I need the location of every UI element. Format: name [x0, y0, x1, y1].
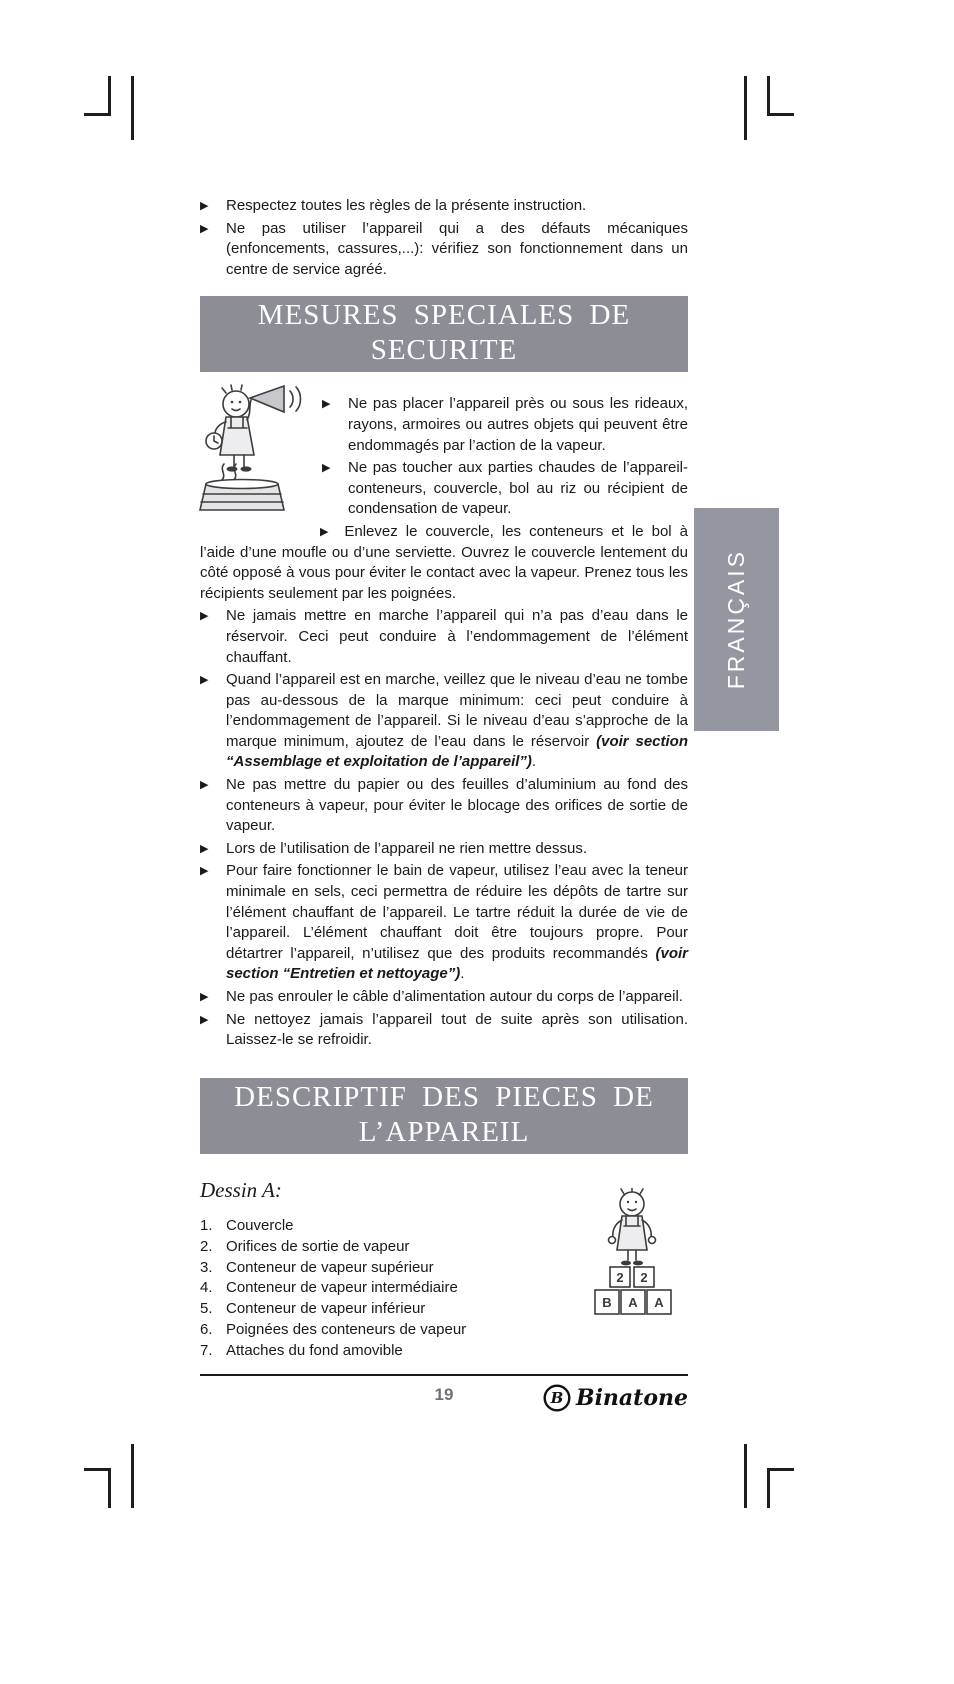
crop-mark: [767, 1468, 794, 1471]
bullet-text: Ne jamais mettre en marche l’appareil qui n’a pas d’eau dans le réservoir. Ceci peut conduire à l’endommagement de l’élément chauffant.: [226, 607, 688, 666]
banner-title-line: DESCRIPTIF DES PIECES DE: [234, 1081, 654, 1113]
bullet-arrow-icon: ▶: [322, 461, 331, 475]
crop-mark: [744, 76, 747, 140]
bullet-text-bold: (voir section “Entretien et nettoyage”): [226, 944, 688, 983]
bullet-text: Respectez toutes les règles de la présente instruction.: [226, 197, 587, 214]
bullet-text: Ne pas mettre du papier ou des feuilles d’aluminium au fond des conteneurs à vapeur, pour éviter le blocage des orifices de sortie de vapeur.: [226, 776, 688, 835]
intro-bullet: [200, 219, 688, 281]
drawing-label: Dessin A:: [200, 1178, 282, 1202]
block-letter: B: [602, 1295, 612, 1310]
safety-bullet: [200, 606, 688, 668]
bullet-text: Enlevez le couvercle, les conteneurs et le bol à l’aide d’une moufle ou d’une serviette. Ouvrez le couvercle lentement du côté opposé à vous pour éviter le contact avec la vapeur. Prenez tous les récipients seulement par les poignées.: [200, 522, 688, 602]
block-letter: A: [628, 1295, 638, 1310]
bullets-beside-illustration: [322, 394, 688, 520]
bullet-arrow-icon: ▶: [200, 609, 209, 623]
bullet-text: .: [531, 753, 537, 771]
part-number: 1.: [200, 1217, 213, 1234]
page-footer: [200, 1374, 688, 1421]
bullet-text: Pour faire fonctionner le bain de vapeur, utilisez l’eau avec la teneur minimale en sels, ceci permettra de réduire les dépôts de tartre sur l’élément chauffant de l’appareil. Le tartre réduit la durée de vie de l’appareil. L’élément chauffant doit être toujours propre. Pour détartrer l’appareil, n’utilisez que des produits recommandés: [226, 862, 688, 962]
part-label: Conteneur de vapeur intermédiaire: [226, 1279, 458, 1297]
part-number: 5.: [200, 1300, 213, 1318]
banner-title-line: L’APPAREIL: [358, 1116, 530, 1148]
section-banner-parts: [200, 1078, 688, 1154]
main-column: [200, 196, 688, 1053]
crop-mark: [108, 76, 111, 116]
block-letter: A: [654, 1295, 664, 1310]
part-label: Attaches du fond amovible: [226, 1341, 403, 1359]
page-number: 19: [434, 1385, 454, 1404]
bullet-arrow-icon: ▶: [200, 673, 209, 687]
bullet-arrow-icon: ▶: [200, 221, 209, 235]
intro-bullet: [200, 196, 688, 217]
banner-title-line: SECURITE: [370, 334, 518, 367]
footer-row: [200, 1385, 688, 1421]
part-label: Orifices de sortie de vapeur: [226, 1237, 410, 1255]
binatone-logo-icon: [542, 1383, 572, 1413]
part-item: [200, 1341, 688, 1362]
bullet-arrow-icon: ▶: [200, 1012, 209, 1026]
part-number: 3.: [200, 1258, 213, 1276]
bullet-text: Ne pas toucher aux parties chaudes de l’appareil-conteneurs, couvercle, bol au riz ou récipient de condensation de vapeur.: [348, 459, 688, 518]
bullet-text: Quand l’appareil est en marche, veillez que le niveau d’eau ne tombe pas au-dessous de la marque minimum: ceci peut conduire à l’endommagement de l’appareil. Si le niveau d’eau s’approche de la marque minimum, ajoutez de l’eau dans le réservoir: [226, 671, 688, 750]
block-letter: 2: [616, 1270, 624, 1285]
safety-bullet: [322, 394, 688, 456]
bullet-text: Ne nettoyez jamais l’appareil tout de suite après son utilisation. Laissez-le se refroidir.: [226, 1010, 688, 1049]
part-number: 4.: [200, 1279, 213, 1297]
safety-bullet: [200, 839, 688, 860]
bullet-text: Ne pas enrouler le câble d’alimentation autour du corps de l’appareil.: [226, 988, 683, 1005]
part-label: Conteneur de vapeur supérieur: [226, 1258, 434, 1276]
crop-mark: [767, 76, 770, 116]
security-bullets: [200, 394, 688, 1050]
language-tab-label: FRANÇAIS: [723, 549, 749, 690]
parts-section: [200, 1078, 688, 1362]
crop-mark: [84, 1468, 111, 1471]
part-number: 7.: [200, 1341, 213, 1359]
crop-mark: [108, 1468, 111, 1508]
bullet-arrow-icon: ▶: [200, 841, 209, 855]
safety-bullet: [322, 458, 688, 520]
crop-mark: [84, 113, 111, 116]
bullet-arrow-icon: ▶: [320, 524, 333, 538]
banner-title-line: MESURES SPECIALES DE: [257, 299, 631, 332]
intro-bullets: [200, 196, 688, 280]
crop-mark: [131, 76, 134, 140]
illustration-lines: [595, 1188, 671, 1314]
safety-bullet: [200, 987, 688, 1008]
crop-mark: [767, 113, 794, 116]
safety-bullet: [200, 522, 688, 604]
part-label: Poignées des conteneurs de vapeur: [226, 1320, 467, 1338]
bullet-arrow-icon: ▶: [322, 397, 331, 411]
safety-bullet: [200, 775, 688, 837]
language-tab-francais: [694, 508, 779, 731]
crop-mark: [767, 1468, 770, 1508]
crop-mark: [744, 1444, 747, 1508]
bullet-text-bold: (voir section “Assemblage et exploitation de l’appareil”): [226, 732, 688, 771]
part-number: 6.: [200, 1320, 213, 1338]
part-label: Couvercle: [226, 1217, 294, 1234]
safety-bullet: [200, 670, 688, 773]
figure-on-blocks-illustration: [580, 1188, 686, 1340]
bullet-arrow-icon: ▶: [200, 199, 209, 212]
block-letter: 2: [640, 1270, 648, 1285]
logo-monogram: B: [550, 1389, 564, 1407]
crop-mark: [131, 1444, 134, 1508]
safety-bullet: [200, 861, 688, 985]
part-label: Conteneur de vapeur inférieur: [226, 1300, 426, 1318]
bullet-arrow-icon: ▶: [200, 778, 209, 792]
bullet-text: Ne pas placer l’appareil près ou sous les rideaux, rayons, armoires ou autres objets qui peuvent être endommagés par l’action de la vapeur.: [348, 395, 688, 454]
bullet-arrow-icon: ▶: [200, 864, 209, 878]
brand-name: Binatone: [575, 1385, 688, 1411]
footer-rule: [200, 1374, 688, 1376]
bullet-arrow-icon: ▶: [200, 990, 209, 1003]
part-number: 2.: [200, 1237, 213, 1255]
safety-bullet: [200, 1010, 688, 1051]
bullet-text: .: [460, 965, 465, 983]
brand-logo: [542, 1383, 688, 1413]
bullet-text: Lors de l’utilisation de l’appareil ne rien mettre dessus.: [226, 839, 588, 857]
bullet-text: Ne pas utiliser l’appareil qui a des défauts mécaniques (enfoncements, cassures,...): vérifiez son fonctionnement dans un centre de service agréé.: [226, 219, 688, 278]
section-banner-security: [200, 296, 688, 372]
